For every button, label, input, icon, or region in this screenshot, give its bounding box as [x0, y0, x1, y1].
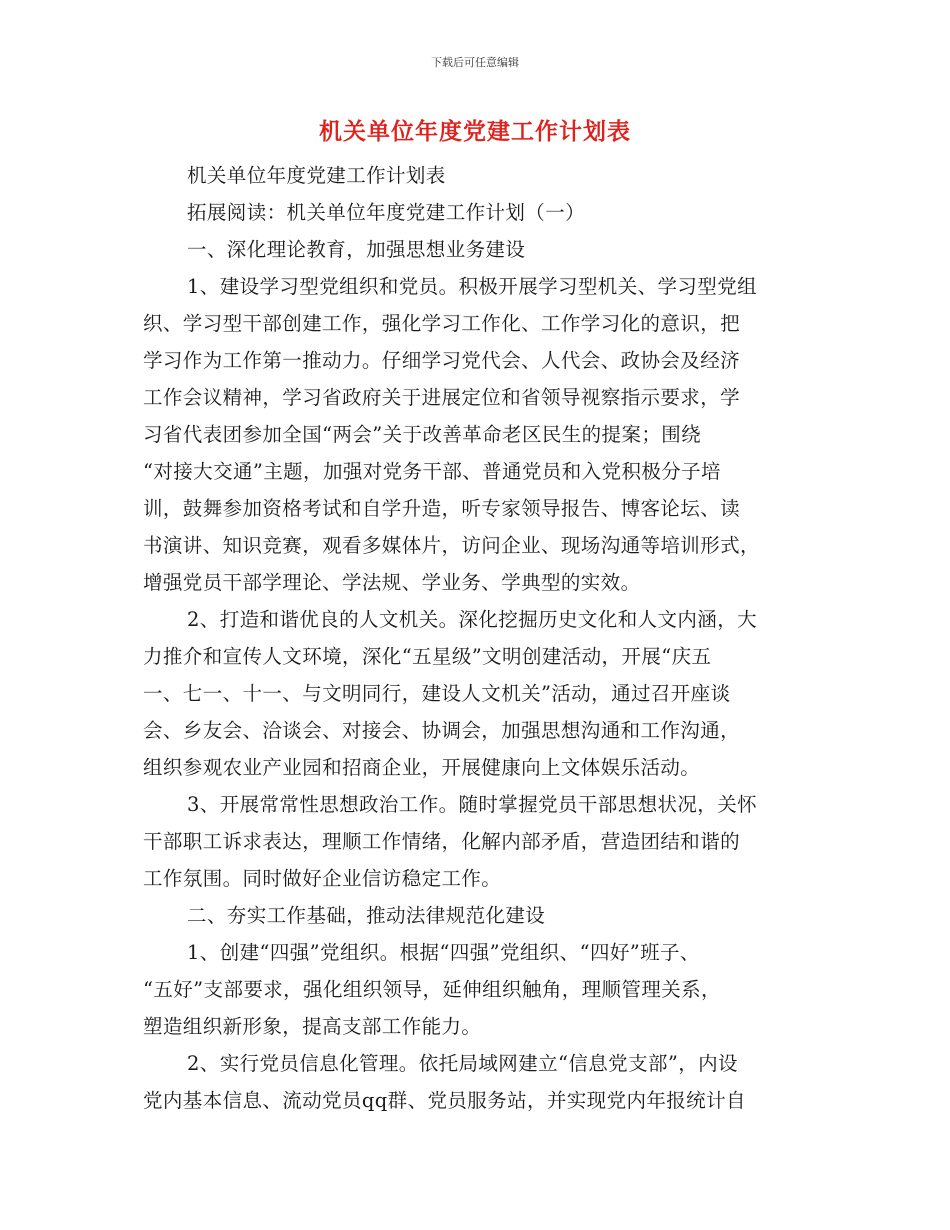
text-line: 2、实行党员信息化管理。依托局域网建立“信息党支部”，内设 — [187, 1052, 738, 1075]
text-line: 二、夯实工作基础，推动法律规范化建设 — [187, 904, 546, 927]
document-title: 机关单位年度党建工作计划表 — [319, 118, 631, 145]
document-body — [143, 157, 809, 1119]
text-line: 会、乡友会、洽谈会、对接会、协调会，加强思想沟通和工作沟通， — [143, 719, 741, 742]
paragraph — [143, 1045, 809, 1119]
text-line: 干部职工诉求表达，理顺工作情绪，化解内部矛盾，营造团结和谐的 — [143, 830, 741, 853]
text-line: 书演讲、知识竞赛，观看多媒体片，访问企业、现场沟通等培训形式， — [143, 534, 760, 557]
paragraph — [143, 194, 809, 231]
paragraph — [143, 268, 809, 601]
paragraph — [143, 601, 809, 786]
text-line: 2、打造和谐优良的人文机关。深化挖掘历史文化和人文内涵，大 — [187, 608, 758, 631]
text-line: 组织参观农业产业园和招商企业，开展健康向上文体娱乐活动。 — [143, 756, 701, 779]
text-line: 学习作为工作第一推动力。仔细学习党代会、人代会、政协会及经济 — [143, 349, 741, 372]
paragraph — [143, 786, 809, 897]
page-header-note: 下载后可任意编辑 — [431, 56, 519, 69]
text-line: 塑造组织新形象，提高支部工作能力。 — [143, 1015, 482, 1038]
text-line: 增强党员干部学理论、学法规、学业务、学典型的实效。 — [143, 571, 641, 594]
text-line: “五好”支部要求，强化组织领导，延伸组织触角，理顺管理关系， — [143, 978, 721, 1001]
text-line: 拓展阅读：机关单位年度党建工作计划（一） — [187, 201, 586, 224]
text-line: 训，鼓舞参加资格考试和自学升造，听专家领导报告、博客论坛、读 — [143, 497, 741, 520]
paragraph — [143, 934, 809, 1045]
text-line: “对接大交通”主题，加强对党务干部、普通党员和入党积极分子培 — [143, 460, 721, 483]
text-line: 1、创建“四强”党组织。根据“四强”党组织、“四好”班子、 — [187, 941, 700, 964]
paragraph — [143, 897, 809, 934]
text-line: 3、开展常常性思想政治工作。随时掌握党员干部思想状况，关怀 — [187, 793, 758, 816]
text-line: 工作会议精神，学习省政府关于进展定位和省领导视察指示要求，学 — [143, 386, 741, 409]
text-line: 党内基本信息、流动党员qq群、党员服务站，并实现党内年报统计自 — [143, 1089, 746, 1112]
text-line: 1、建设学习型党组织和党员。积极开展学习型机关、学习型党组 — [187, 275, 758, 298]
text-line: 力推介和宣传人文环境，深化“五星级”文明创建活动，开展“庆五 — [143, 645, 712, 668]
text-line: 习省代表团参加全国“两会”关于改善革命老区民生的提案；围绕 — [143, 423, 702, 446]
text-line: 织、学习型干部创建工作，强化学习工作化、工作学习化的意识，把 — [143, 312, 741, 335]
paragraph — [143, 157, 809, 194]
text-line: 机关单位年度党建工作计划表 — [187, 164, 446, 187]
text-line: 工作氛围。同时做好企业信访稳定工作。 — [143, 867, 502, 890]
text-line: 一、七一、十一、与文明同行，建设人文机关”活动，通过召开座谈 — [143, 682, 731, 705]
paragraph — [143, 231, 809, 268]
text-line: 一、深化理论教育，加强思想业务建设 — [187, 238, 526, 261]
